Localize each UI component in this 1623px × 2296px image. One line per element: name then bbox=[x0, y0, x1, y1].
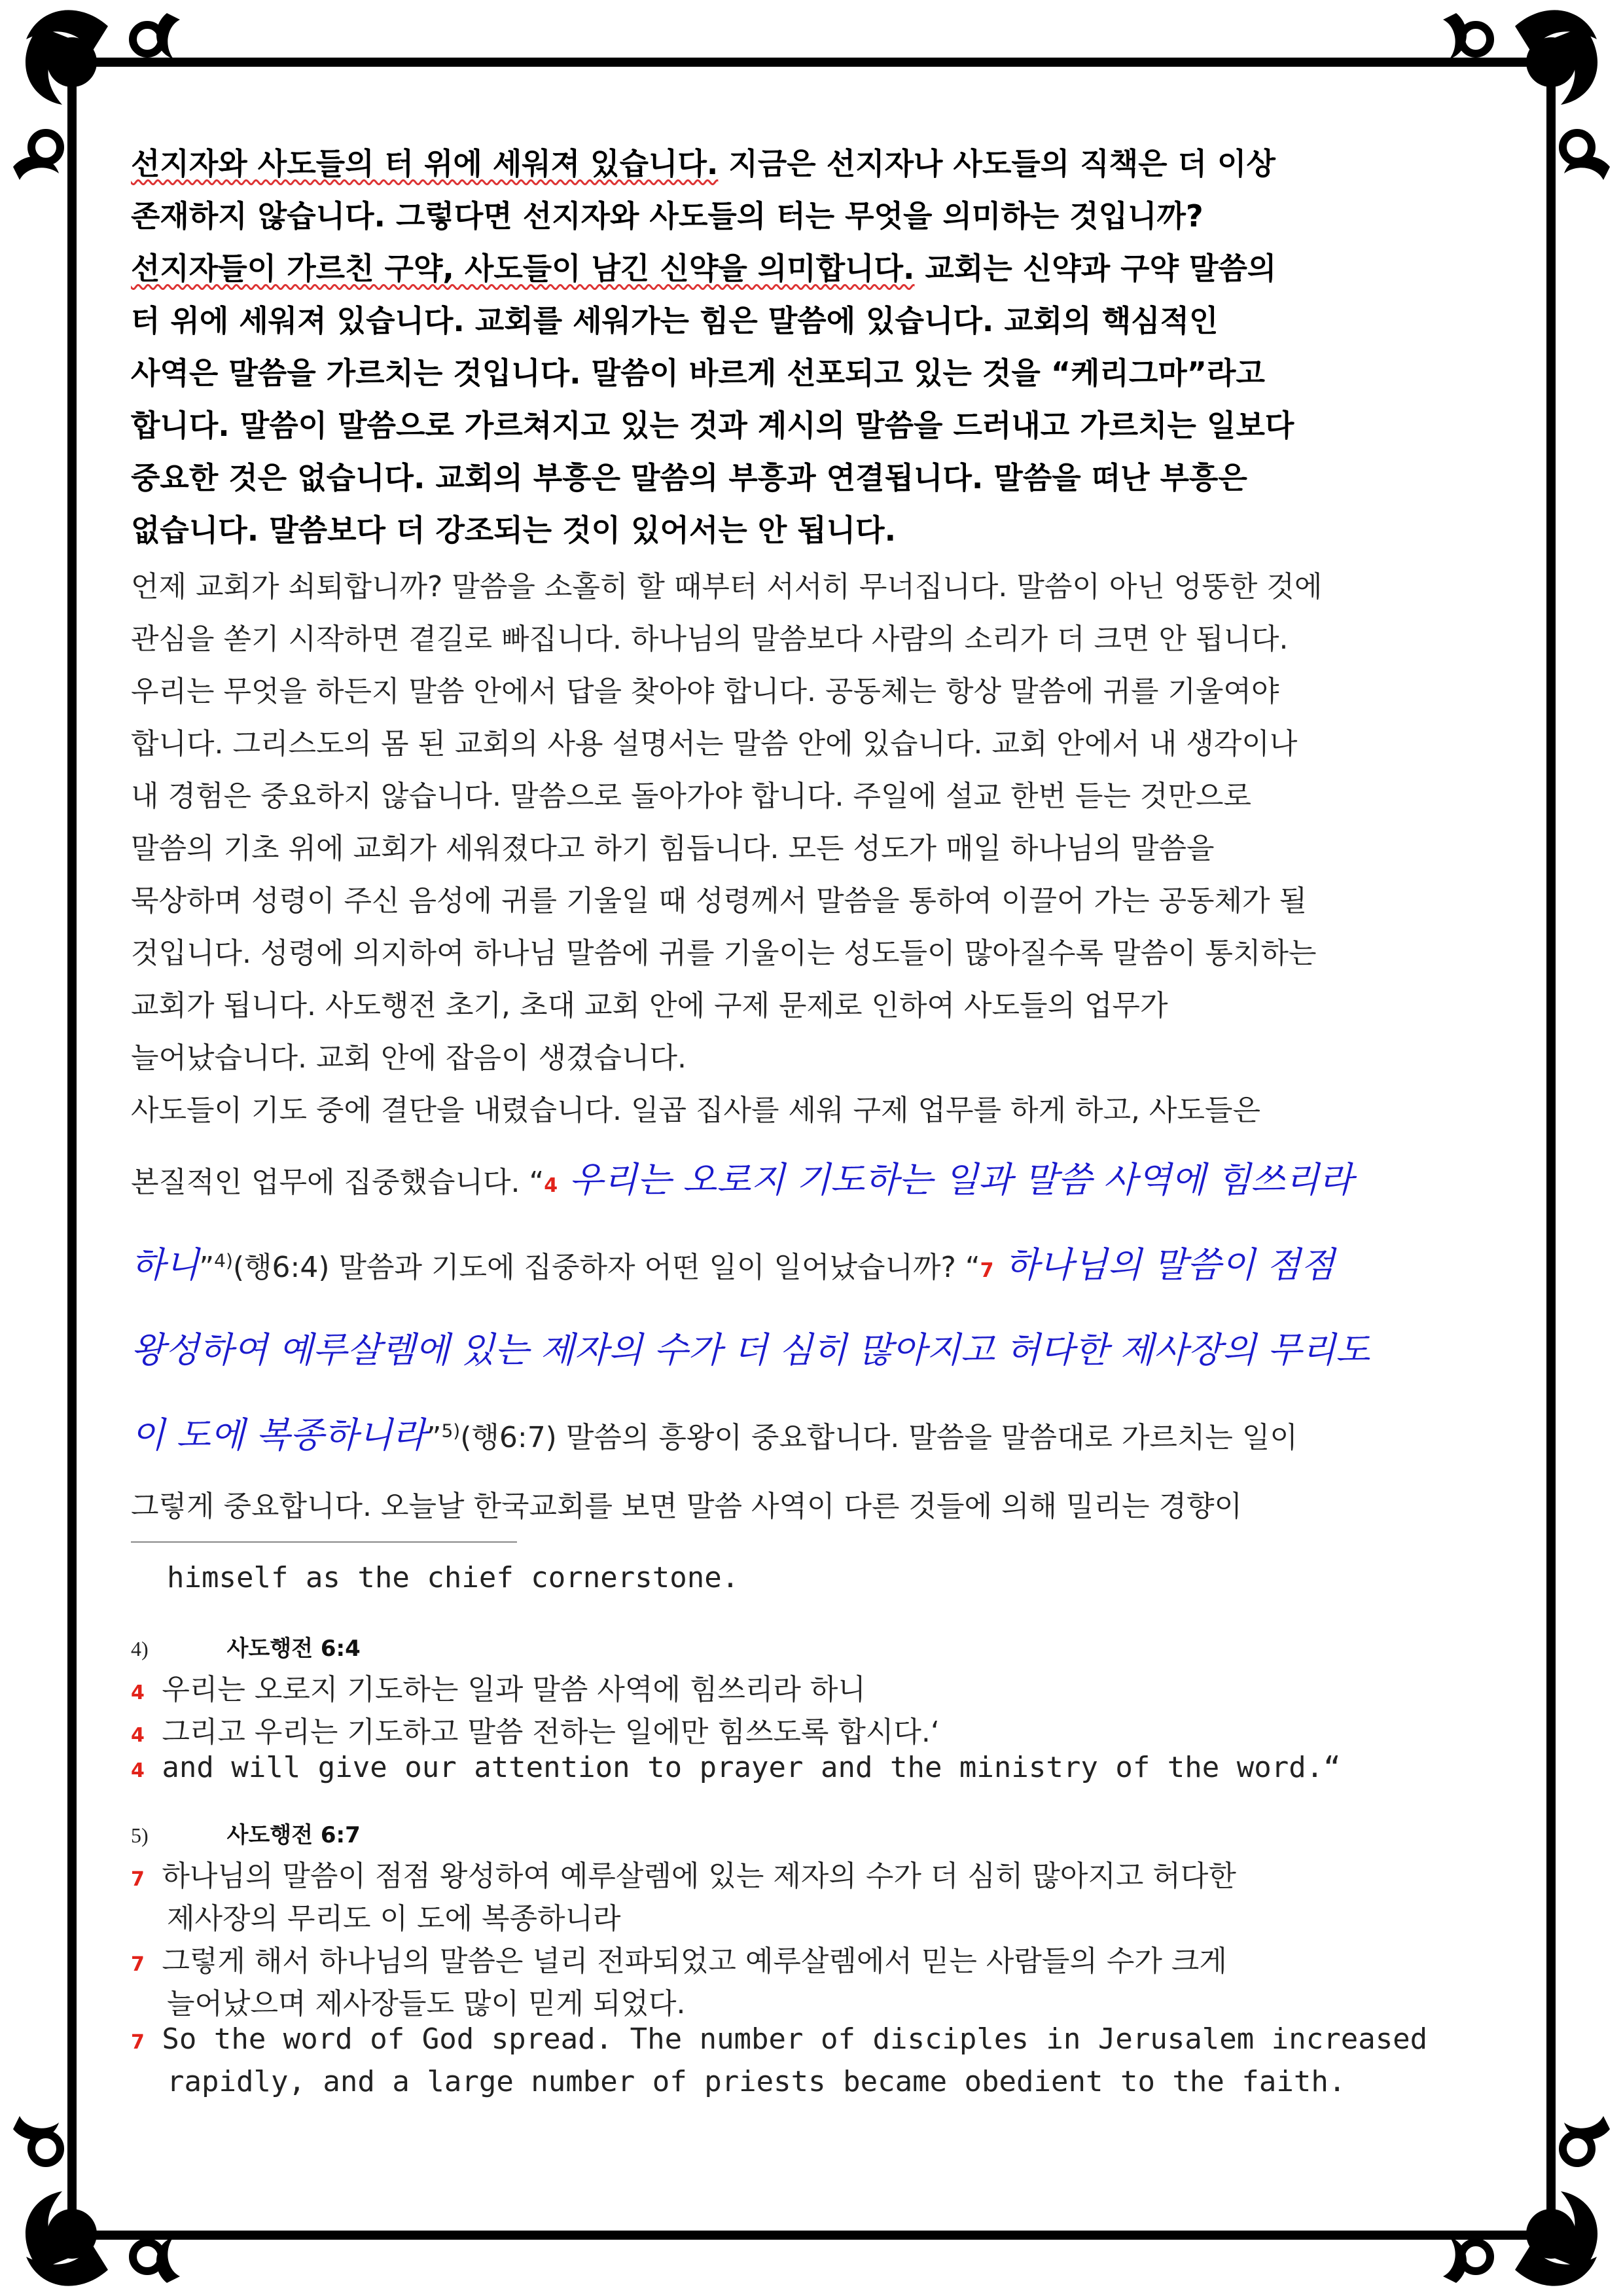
footnote-number: 5) bbox=[131, 1823, 149, 1847]
footnote-5-line bbox=[167, 2065, 1528, 2098]
footnote-marker: 4) bbox=[214, 1249, 233, 1272]
footnote-text: 하나님의 말씀이 점점 왕성하여 예루살렘에 있는 제자의 수가 더 심히 많아지고 허다한 bbox=[162, 1859, 1236, 1893]
body-line: 말씀의 기초 위에 교회가 세워졌다고 하기 힘듭니다. 모든 성도가 매일 하나님의 말씀을 bbox=[131, 832, 1215, 865]
mixed-text: (행6:4) 말씀과 기도에 집중하자 어떤 일이 일어났습니까? “ bbox=[232, 1251, 980, 1284]
handwritten-quote: 하나님의 말씀이 점점 bbox=[993, 1244, 1335, 1285]
verse-number: 7 bbox=[131, 1868, 145, 1891]
mixed-line-3 bbox=[131, 1322, 1370, 1372]
handwritten-quote: 하니 bbox=[131, 1244, 200, 1285]
footnote-4-line bbox=[131, 1751, 1492, 1784]
corner-ornament-bottom-left bbox=[13, 2116, 180, 2286]
verse-number: 4 bbox=[544, 1174, 558, 1197]
footnote-4-line bbox=[131, 1666, 1492, 1708]
bold-line-1-rest: 지금은 선지자나 사도들의 직책은 더 이상 bbox=[718, 146, 1275, 181]
verse-number: 4 bbox=[131, 1759, 145, 1782]
handwritten-quote: 이 도에 복종하니라 bbox=[131, 1414, 427, 1456]
close-quote: ” bbox=[199, 1251, 215, 1284]
bold-line-3 bbox=[131, 242, 1492, 295]
close-quote: ” bbox=[426, 1421, 442, 1454]
bold-line-6: 합니다. 말씀이 말씀으로 가르쳐지고 있는 것과 계시의 말씀을 드러내고 가르치는 일보다 bbox=[131, 408, 1294, 443]
body-line: 합니다. 그리스도의 몸 된 교회의 사용 설명서는 말씀 안에 있습니다. 교회 안에서 내 생각이나 bbox=[131, 727, 1298, 761]
body-line: 사도들이 기도 중에 결단을 내렸습니다. 일곱 집사를 세워 구제 업무를 하게 하고, 사도들은 bbox=[131, 1094, 1260, 1127]
bold-line-8: 없습니다. 말씀보다 더 강조되는 것이 있어서는 안 됩니다. bbox=[131, 512, 897, 548]
footnote-text: 우리는 오로지 기도하는 일과 말씀 사역에 힘쓰리라 하니 bbox=[162, 1673, 866, 1706]
mixed-text: (행6:7) 말씀의 흥왕이 중요합니다. 말씀을 말씀대로 가르치는 일이 bbox=[460, 1421, 1298, 1454]
body-line: 교회가 됩니다. 사도행전 초기, 초대 교회 안에 구제 문제로 인하여 사도들의 업무가 bbox=[131, 989, 1168, 1022]
bold-line-3-rest: 교회는 신약과 구약 말씀의 bbox=[914, 251, 1277, 286]
underlined-phrase-2: 선지자들이 가르친 구약, 사도들이 남긴 신약을 의미합니다. bbox=[131, 251, 915, 286]
verse-number: 7 bbox=[131, 2031, 145, 2054]
bold-line-7: 중요한 것은 없습니다. 교회의 부흥은 말씀의 부흥과 연결됩니다. 말씀을 떠난 부흥은 bbox=[131, 460, 1247, 495]
corner-ornament-bottom-right bbox=[1443, 2116, 1610, 2286]
body-line: 늘어났습니다. 교회 안에 잡음이 생겼습니다. bbox=[131, 1041, 687, 1075]
footnote-5-line bbox=[131, 1852, 1492, 1894]
footnote-text: 늘어났으며 제사장들도 많이 믿게 되었다. bbox=[167, 1987, 686, 2020]
bold-line-2: 존재하지 않습니다. 그렇다면 선지자와 사도들의 터는 무엇을 의미하는 것입니까? bbox=[131, 198, 1204, 234]
bold-paragraph bbox=[131, 137, 1492, 556]
mixed-line-2 bbox=[131, 1237, 1335, 1287]
verse-number: 7 bbox=[131, 1953, 145, 1976]
bold-line-5: 사역은 말씀을 가르치는 것입니다. 말씀이 바르게 선포되고 있는 것을 “케리그마”라고 bbox=[131, 355, 1265, 391]
footnote-4-header bbox=[131, 1630, 1492, 1663]
footnote-4-line bbox=[131, 1708, 1492, 1750]
footnote-5-header bbox=[131, 1816, 1492, 1850]
footnote-5-line bbox=[167, 1980, 1528, 2022]
body-line: 것입니다. 성령에 의지하여 하나님 말씀에 귀를 기울이는 성도들이 많아질수록 말씀이 통치하는 bbox=[131, 937, 1317, 970]
handwritten-quote: 우리는 오로지 기도하는 일과 말씀 사역에 힘쓰리라 bbox=[558, 1159, 1353, 1200]
footnote-separator bbox=[131, 1541, 517, 1543]
footnote-text: and will give our attention to prayer and the ministry of the word.“ bbox=[162, 1751, 1341, 1784]
mixed-line-1 bbox=[131, 1152, 1353, 1202]
underlined-phrase: 선지자와 사도들의 터 위에 세워져 있습니다. bbox=[131, 146, 719, 181]
footnote-text: 제사장의 무리도 이 도에 복종하니라 bbox=[167, 1902, 621, 1935]
footnote-marker: 5) bbox=[441, 1420, 461, 1442]
handwritten-quote: 왕성하여 예루살렘에 있는 제자의 수가 더 심히 많아지고 허다한 제사장의 무리도 bbox=[131, 1329, 1370, 1371]
body-line: 언제 교회가 쇠퇴합니까? 말씀을 소홀히 할 때부터 서서히 무너집니다. 말씀이 아닌 엉뚱한 것에 bbox=[131, 570, 1323, 603]
footnote-5-line bbox=[131, 2022, 1492, 2056]
body-line: 관심을 쏟기 시작하면 곁길로 빠집니다. 하나님의 말씀보다 사람의 소리가 더 크면 안 됩니다. bbox=[131, 622, 1289, 656]
mixed-line-4 bbox=[131, 1407, 1298, 1458]
footnote-text: rapidly, and a large number of priests became obedient to the faith. bbox=[167, 2065, 1346, 2098]
body-line: 묵상하며 성령이 주신 음성에 귀를 기울일 때 성령께서 말씀을 통하여 이끌어 가는 공동체가 될 bbox=[131, 884, 1307, 918]
footnote-number: 4) bbox=[131, 1637, 149, 1660]
body-line: 우리는 무엇을 하든지 말씀 안에서 답을 찾아야 합니다. 공동체는 항상 말씀에 귀를 기울여야 bbox=[131, 675, 1279, 708]
footnote-text: 그렇게 해서 하나님의 말씀은 널리 전파되었고 예루살렘에서 믿는 사람들의 수가 크게 bbox=[162, 1945, 1227, 1978]
footnote-5-line bbox=[167, 1895, 1528, 1937]
footnote-text: So the word of God spread. The number of disciples in Jerusalem increased bbox=[162, 2022, 1428, 2056]
bold-line-4: 터 위에 세워져 있습니다. 교회를 세워가는 힘은 말씀에 있습니다. 교회의 핵심적인 bbox=[131, 303, 1219, 338]
bold-line-1 bbox=[131, 137, 1492, 190]
mixed-text: 본질적인 업무에 집중했습니다. “ bbox=[131, 1166, 544, 1199]
footnote-5-line bbox=[131, 1937, 1492, 1979]
mixed-line-5: 그렇게 중요합니다. 오늘날 한국교회를 보면 말씀 사역이 다른 것들에 의해 밀리는 경향이 bbox=[131, 1490, 1242, 1523]
verse-number: 7 bbox=[980, 1259, 994, 1282]
footnote-reference: 사도행전 6:7 bbox=[226, 1822, 361, 1848]
body-line: 내 경험은 중요하지 않습니다. 말씀으로 돌아가야 합니다. 주일에 설교 한번 듣는 것만으로 bbox=[131, 780, 1251, 813]
footnote-carry-over: himself as the chief cornerstone. bbox=[167, 1561, 740, 1594]
verse-number: 4 bbox=[131, 1724, 145, 1747]
footnote-reference: 사도행전 6:4 bbox=[226, 1636, 361, 1662]
verse-number: 4 bbox=[131, 1681, 145, 1704]
footnote-text: 그리고 우리는 기도하고 말씀 전하는 일에만 힘쓰도록 합시다.‘ bbox=[162, 1715, 940, 1749]
